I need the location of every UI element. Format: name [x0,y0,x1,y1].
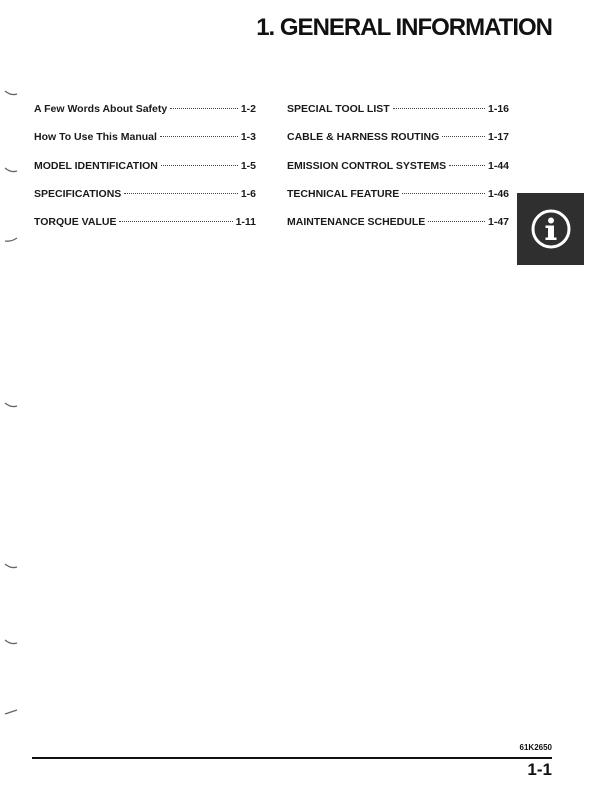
toc-entry-page: 1-11 [235,216,256,229]
toc-leader-dots [170,108,238,109]
toc-entry-label: SPECIAL TOOL LIST [287,103,390,115]
toc-leader-dots [402,193,485,194]
binding-mark [4,562,18,570]
toc-entry-page: 1-16 [487,103,509,115]
binding-mark [4,638,18,646]
toc-entry[interactable] [287,188,509,216]
toc-entry[interactable] [287,103,509,131]
toc-entry-label: How To Use This Manual [34,131,157,144]
toc-entry[interactable] [287,131,509,159]
toc-leader-dots [442,136,485,137]
toc-entry-page: 1-2 [240,103,256,115]
document-code: 61K2650 [519,743,552,752]
toc-entry-page: 1-17 [487,131,509,144]
toc-leader-dots [449,165,485,166]
toc-entry[interactable] [34,216,256,244]
binding-mark [4,166,18,174]
toc-entry[interactable] [34,103,256,131]
toc-entry-page: 1-44 [487,159,509,172]
toc-entry-page: 1-6 [240,187,256,200]
toc-entry[interactable] [287,216,509,244]
toc-entry[interactable] [34,160,256,188]
page-number: 1-1 [527,760,552,779]
binding-mark [4,708,18,716]
toc-entry-label: A Few Words About Safety [34,103,168,115]
toc-leader-dots [393,108,485,109]
toc-entry-label: EMISSION CONTROL SYSTEMS [287,159,447,172]
toc-leader-dots [161,165,238,166]
toc-entry-page: 1-3 [240,131,256,144]
toc-entry-page: 1-47 [487,216,509,229]
info-icon [529,207,573,251]
page-title: 1. GENERAL INFORMATION [256,14,552,41]
toc-column-right [287,103,509,244]
toc-entry-label: TECHNICAL FEATURE [287,187,400,200]
toc-entry[interactable] [34,131,256,159]
toc-leader-dots [119,221,232,222]
toc-entry-page: 1-5 [240,159,256,172]
toc-entry-label: CABLE & HARNESS ROUTING [287,131,440,144]
toc-leader-dots [428,221,485,222]
binding-mark [4,89,18,97]
toc-entry[interactable] [34,188,256,216]
section-tab[interactable] [517,193,584,265]
toc-entry-label: MODEL IDENTIFICATION [34,159,158,172]
toc-leader-dots [160,136,238,137]
toc-entry-label: MAINTENANCE SCHEDULE [287,216,426,229]
toc-entry[interactable] [287,160,509,188]
binding-mark [4,236,18,244]
binding-mark [4,401,18,409]
toc-entry-page: 1-46 [487,187,509,200]
toc-entry-label: TORQUE VALUE [34,216,117,229]
toc-column-left [34,103,256,244]
footer-divider [32,757,552,759]
toc-entry-label: SPECIFICATIONS [34,187,122,200]
toc-leader-dots [124,193,238,194]
